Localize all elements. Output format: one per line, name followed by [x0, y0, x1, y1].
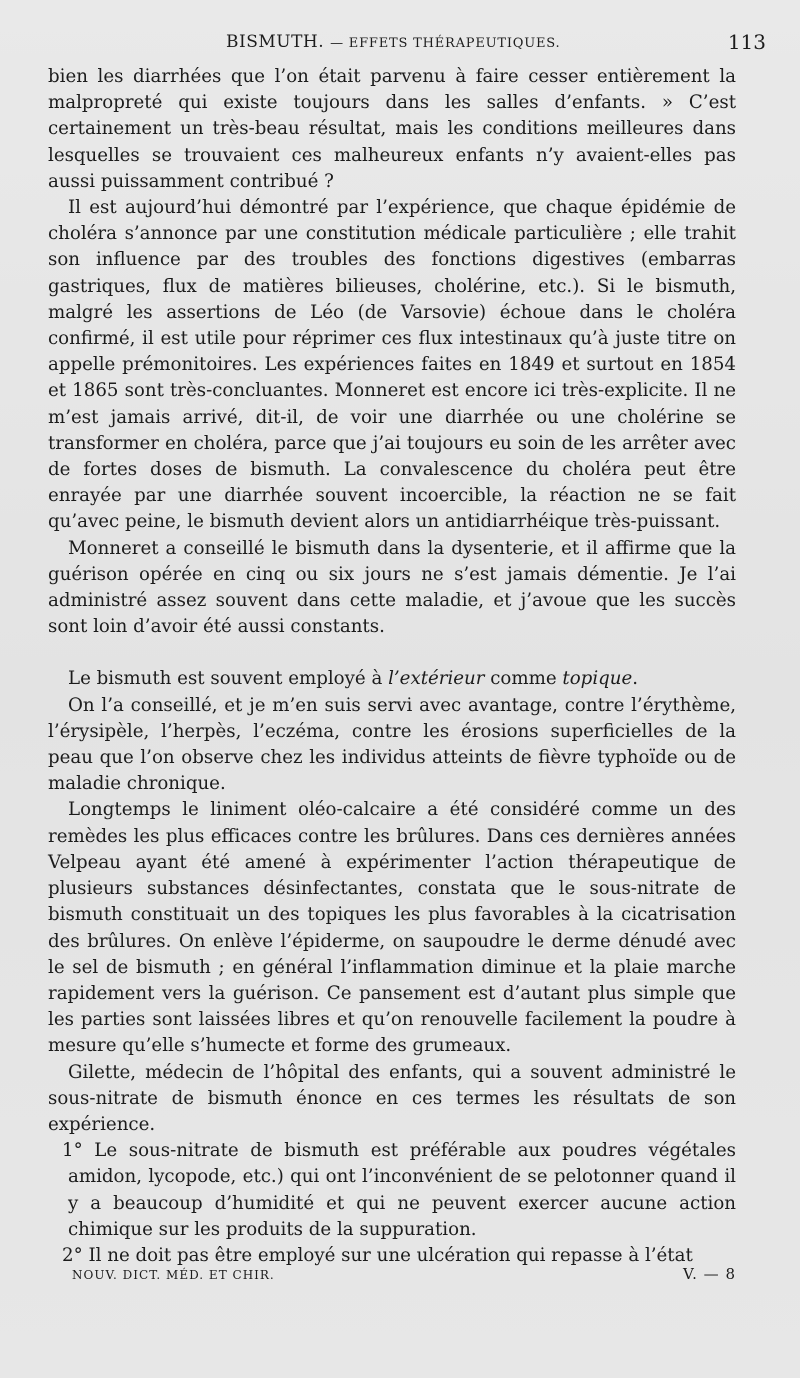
page-footer — [72, 1265, 736, 1287]
footer-signature: NOUV. DICT. MÉD. ET CHIR. — [72, 1268, 275, 1282]
running-head — [48, 30, 766, 60]
topical-end: . — [632, 668, 639, 690]
paragraph-dysentery: Monneret a conseillé le bismuth dans la dysenterie, et il affirme que la guérison opérée en cinq ou six jours ne s’est jamais démentie. Je l’ai administré assez souvent dans cette maladie, et j’avoue que les succès sont loin d’avoir été aussi constants. — [48, 537, 736, 638]
body-text — [48, 64, 736, 1269]
paragraph-cholera: Il est aujourd’hui démontré par l’expérience, que chaque épidémie de choléra s’annonce par une constitution médicale particulière ; elle trahit son influence par des troubles des fonctions digestives (embarras gastriques, flux de matières bilieuses, cholérine, etc.). Si le bismuth, malgré les assertions de Léo (de Varsovie) échoue dans le choléra confirmé, il est utile pour réprimer ces flux intestinaux qu’à juste titre on appelle prémonitoires. Les expériences faites en 1849 et surtout en 1854 et 1865 sont très-concluantes. Monneret est encore ici très-explicite. Il ne m’est jamais arrivé, dit-il, de voir une diarrhée ou une cholérine se transformer en choléra, parce que j’ai toujours eu soin de les arrêter avec de fortes doses de bismuth. La convalescence du choléra peut être enrayée par une diarrhée souvent incoercible, la réaction ne se fait qu’avec peine, le bismuth devient alors un antidiarrhéique très-puissant. — [48, 197, 736, 533]
list-item: 2° Il ne doit pas être employé sur une ulcération qui repasse à l’état — [62, 1244, 693, 1266]
running-title-main: BISMUTH. — [226, 32, 325, 52]
paragraph-topical — [48, 666, 736, 692]
topical-exterior: l’extérieur — [388, 668, 485, 690]
list-item: 1° Le sous-nitrate de bismuth est préférable aux poudres végétales amidon, lycopode, etc.) qui ont l’inconvénient de se pelotonner quand il y a beaucoup d’humidité et qui ne peuvent exercer aucune action chimique sur les produits de la suppuration. — [62, 1140, 736, 1240]
paragraph-skin: On l’a conseillé, et je m’en suis servi avec avantage, contre l’érythème, l’érysipèle, l’herpès, l’eczéma, contre les érosions superficielles de la peau que l’on observe chez les individus atteints de fièvre typhoïde ou de maladie chronique. — [48, 694, 736, 795]
paragraph-gilette: Gilette, médecin de l’hôpital des enfants, qui a souvent administré le sous-nitrate de bismuth énonce en ces termes les résultats de son expérience. — [48, 1061, 736, 1135]
running-title-sub: — EFFETS THÉRAPEUTIQUES. — [330, 36, 561, 51]
page-number: 113 — [727, 30, 766, 54]
topical-term: topique — [562, 668, 633, 690]
topical-mid: comme — [484, 668, 563, 690]
paragraph-continuation: bien les diarrhées que l’on était parvenu à faire cesser entièrement la malpropreté qui existe toujours dans les salles d’enfants. » C’est certainement un très-beau résultat, mais les conditions meilleures dans lesquelles se trouvaient ces malheureux enfants n’y avaient-elles pas aussi puissamment contribué ? — [48, 66, 736, 192]
paragraph-burns: Longtemps le liniment oléo-calcaire a été considéré comme un des remèdes les plus efficaces contre les brûlures. Dans ces dernières années Velpeau ayant été amené à expérimenter l’action thérapeutique de plusieurs substances désinfectantes, constata que le sous-nitrate de bismuth constituait un des topiques les plus favorables à la cicatrisation des brûlures. On enlève l’épiderme, on saupoudre le derme dénudé avec le sel de bismuth ; en général l’inflammation diminue et la plaie marche rapidement vers la guérison. Ce pansement est d’autant plus simple que les parties sont laissées libres et qu’on renouvelle facilement la poudre à mesure qu’elle s’humecte et forme des grumeaux. — [48, 799, 736, 1057]
topical-lead: Le bismuth est souvent employé à — [68, 668, 389, 690]
footer-volume: V. — 8 — [682, 1265, 736, 1283]
running-title — [226, 32, 560, 52]
